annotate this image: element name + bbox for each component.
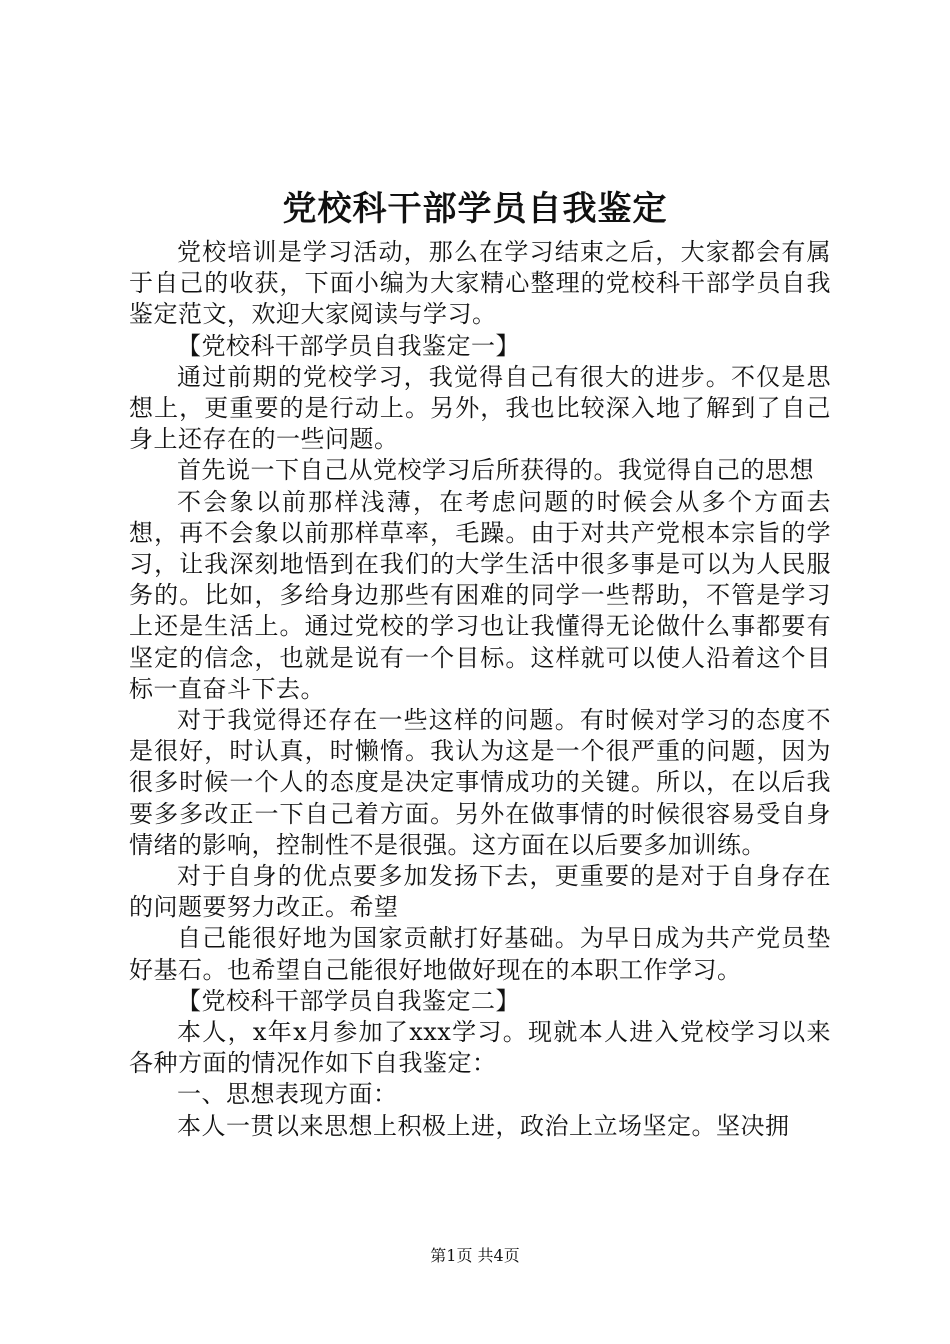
- section-heading-two: 【党校科干部学员自我鉴定二】: [177, 986, 520, 1015]
- page-number-footer: 第1页 共4页: [430, 1246, 520, 1265]
- intro-paragraph: 党校培训是学习活动，那么在学习结束之后，大家都会有属于自己的收获，下面小编为大家精心整理的党校科干部学员自我鉴定范文，欢迎大家阅读与学习。: [129, 238, 831, 329]
- body-paragraph: 首先说一下自己从党校学习后所获得的。我觉得自己的思想: [177, 456, 814, 485]
- section-heading-one: 【党校科干部学员自我鉴定一】: [177, 331, 520, 360]
- body-paragraph: 本人一贯以来思想上积极上进，政治上立场坚定。坚决拥: [177, 1111, 790, 1140]
- body-paragraph: 不会象以前那样浅薄，在考虑问题的时候会从多个方面去想，再不会象以前那样草率，毛躁。由于对共产党根本宗旨的学习，让我深刻地悟到在我们的大学生活中很多事是可以为人民服务的。比如，多给身边那些有困难的同学一些帮助，不管是学习上还是生活上。通过党校的学习也让我懂得无论做什么事都要有坚定的信念，也就是说有一个目标。这样就可以使人沿着这个目标一直奋斗下去。: [129, 487, 831, 703]
- body-paragraph: 本人，x年x月参加了xxx学习。现就本人进入党校学习以来各种方面的情况作如下自我鉴定：: [129, 1018, 831, 1078]
- body-paragraph: 通过前期的党校学习，我觉得自己有很大的进步。不仅是思想上，更重要的是行动上。另外，我也比较深入地了解到了自己身上还存在的一些问题。: [129, 362, 831, 454]
- subsection-heading: 一、思想表现方面：: [177, 1080, 398, 1109]
- body-paragraph: 对于我觉得还存在一些这样的问题。有时候对学习的态度不是很好，时认真，时懒惰。我认为这是一个很严重的问题，因为很多时候一个人的态度是决定事情成功的关键。所以，在以后我要多多改正一下自己着方面。另外在做事情的时候很容易受自身情绪的影响，控制性不是很强。这方面在以后要多加训练。: [129, 706, 831, 859]
- document-title: 党校科干部学员自我鉴定: [282, 189, 668, 229]
- body-paragraph: 自己能很好地为国家贡献打好基础。为早日成为共产党员垫好基石。也希望自己能很好地做好现在的本职工作学习。: [129, 924, 831, 984]
- body-paragraph: 对于自身的优点要多加发扬下去，更重要的是对于自身存在的问题要努力改正。希望: [129, 862, 831, 922]
- document-body: [129, 237, 831, 1142]
